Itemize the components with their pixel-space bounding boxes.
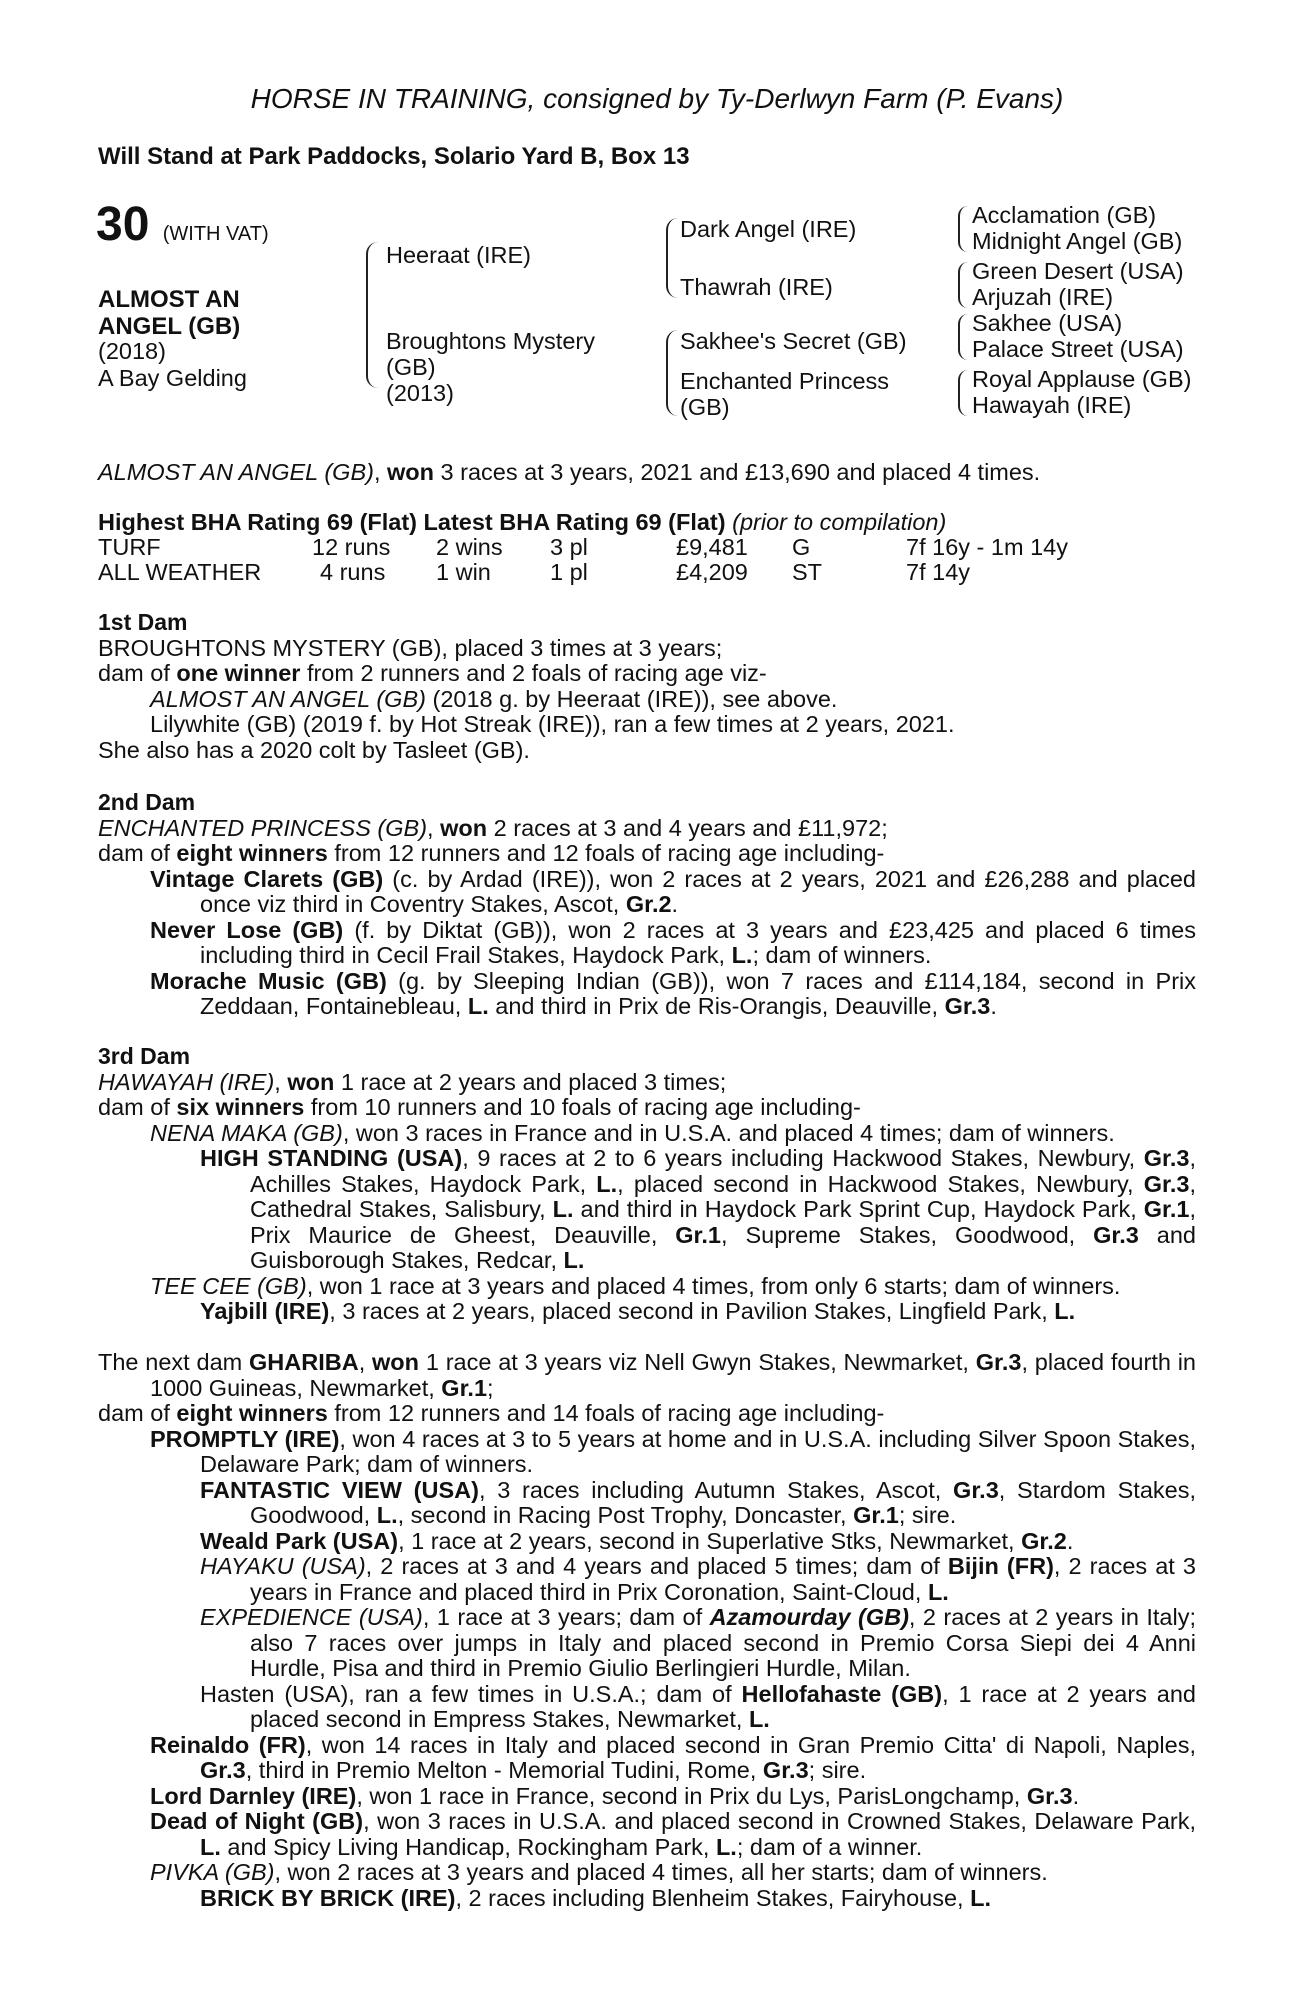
pedigree-dam-dam-name: Enchanted Princess <box>680 368 890 394</box>
next-dam-section <box>98 1350 1196 1911</box>
lot-number-block <box>96 200 269 259</box>
text: dam of <box>98 1094 177 1120</box>
grade: Gr.3 <box>1143 1145 1190 1171</box>
text: . <box>671 891 679 917</box>
text: , 3 races including Autumn Stakes, Ascot, <box>478 1476 954 1503</box>
first-dam-heading: 1st Dam <box>98 609 188 635</box>
produce-entry <box>98 687 1196 713</box>
text: from 2 runners and 2 foals of racing age viz- <box>300 660 767 686</box>
pedigree-dds: Royal Applause (GB) <box>972 366 1192 392</box>
grade: Gr.1 <box>1143 1196 1190 1222</box>
text: ; <box>487 1374 494 1401</box>
text: , 1 race at 2 years, second in Superlative Stks, Newmarket, <box>398 1527 1022 1554</box>
produce-detail: (2018 g. by Heeraat (IRE)), see above. <box>425 685 838 712</box>
summary-won: won <box>387 459 435 485</box>
text: dam of <box>98 840 177 866</box>
first-dam-line: BROUGHTONS MYSTERY (GB), placed 3 times at 3 years; <box>98 634 723 661</box>
text: , placed fourth in 1000 Guineas, Newmarket, <box>150 1349 1197 1401</box>
grade: L. <box>715 1833 737 1860</box>
pedigree-dam <box>386 328 595 406</box>
rating-placed: 1 pl <box>550 559 588 585</box>
text: , won 2 races at 3 years and placed 4 times, all her starts; dam of winners. <box>274 1859 1048 1885</box>
dam-name: ENCHANTED PRINCESS (GB) <box>98 814 428 841</box>
stand-location: Will Stand at Park Paddocks, Solario Yard B, Box 13 <box>98 143 690 170</box>
text: from 12 runners and 14 foals of racing age including- <box>327 1400 885 1426</box>
grade: Gr.3 <box>1093 1221 1139 1248</box>
text: , Achilles Stakes, Haydock Park, <box>250 1145 1196 1197</box>
produce-entry <box>150 969 1196 1020</box>
text: , won 3 races in U.S.A. and placed second in Crowned Stakes, Delaware Park, <box>363 1808 1196 1834</box>
produce-name: Hellofahaste (GB) <box>741 1680 943 1707</box>
pedigree-dam-dam <box>680 368 889 420</box>
text: , <box>427 814 441 841</box>
produce-entry <box>150 867 1196 918</box>
rating-going: ST <box>792 559 823 585</box>
text: Hasten (USA), ran a few times in U.S.A.; dam of <box>200 1680 742 1707</box>
produce-name: ALMOST AN ANGEL (GB) <box>150 685 426 712</box>
text: and third in Haydock Park Sprint Cup, Haydock Park, <box>573 1196 1144 1222</box>
text: , 9 races at 2 to 6 years including Hackwood Stakes, Newbury, <box>462 1145 1144 1171</box>
pedigree-dam-year: (2013) <box>386 380 454 406</box>
pedigree-ssd: Midnight Angel (GB) <box>972 228 1183 254</box>
produce-name: TEE CEE (GB) <box>150 1272 307 1299</box>
produce-entry <box>150 918 1196 969</box>
third-dam-section <box>98 1044 1196 1325</box>
produce-name: PROMPTLY (IRE) <box>150 1425 340 1452</box>
pedigree-dss: Sakhee (USA) <box>972 310 1123 336</box>
produce-name: NENA MAKA (GB) <box>150 1119 343 1146</box>
text: and Spicy Living Handicap, Rockingham Park, <box>220 1833 716 1860</box>
grade: Gr.3 <box>200 1757 246 1783</box>
pedigree-dsd: Palace Street (USA) <box>972 336 1184 362</box>
produce-entry <box>200 1299 1196 1325</box>
dam-name: HAWAYAH (IRE) <box>98 1068 275 1095</box>
second-dam-heading: 2nd Dam <box>98 789 196 815</box>
grade: Gr.3 <box>1143 1170 1190 1197</box>
pedigree-dam-country: (GB) <box>386 354 436 380</box>
text: and Guisborough Stakes, Redcar, <box>250 1221 1196 1273</box>
consignment-title: HORSE IN TRAINING, consigned by Ty-Derlwyn Farm (P. Evans) <box>250 83 1064 114</box>
text: . <box>1066 1527 1074 1554</box>
text: , won 3 races in France and in U.S.A. and placed 4 times; dam of winners. <box>342 1119 1115 1146</box>
horse-name-line2: ANGEL (GB) <box>98 313 241 340</box>
pedigree-dam-sire: Sakhee's Secret (GB) <box>680 328 907 354</box>
text: from 10 runners and 10 foals of racing age including- <box>304 1094 861 1120</box>
pedigree-dam-dam-country: (GB) <box>680 394 730 420</box>
lot-number: 30 <box>96 198 150 251</box>
pedigree-sdd: Arjuzah (IRE) <box>972 284 1114 310</box>
grade: Gr.1 <box>853 1502 899 1528</box>
brace-g3-1 <box>958 206 968 252</box>
summary-horse-name: ALMOST AN ANGEL (GB) <box>98 459 374 485</box>
text: , won 1 race in France, second in Prix du Lys, ParisLongchamp, <box>356 1782 1027 1809</box>
text: , 1 race at 3 years; dam of <box>422 1604 710 1630</box>
text: , won 1 race at 3 years and placed 4 times, from only 6 starts; dam of winners. <box>306 1272 1121 1299</box>
won-word: won <box>287 1068 335 1095</box>
produce-name: Bijin (FR) <box>947 1553 1054 1579</box>
grade: L. <box>376 1502 398 1528</box>
winner-count: eight winners <box>176 1400 328 1426</box>
text: . <box>990 993 997 1019</box>
text: dam of <box>98 1400 177 1426</box>
produce-entry <box>150 1860 1196 1886</box>
pedigree-sire-dam: Thawrah (IRE) <box>680 274 833 300</box>
produce-name: Weald Park (USA) <box>200 1527 399 1554</box>
produce-name: HIGH STANDING (USA) <box>200 1145 463 1171</box>
text: , Supreme Stakes, Goodwood, <box>721 1221 1094 1248</box>
second-dam-line <box>98 816 1196 842</box>
produce-entry <box>150 1809 1196 1860</box>
horse-name-line1: ALMOST AN <box>98 286 240 313</box>
next-dam-line <box>98 1350 1196 1401</box>
rating-prize: £4,209 <box>676 559 748 585</box>
brace-dam-line <box>666 330 678 416</box>
text: ; dam of winners. <box>752 942 932 968</box>
brace-g3-2 <box>958 262 968 308</box>
produce-name: Dead of Night (GB) <box>150 1808 364 1834</box>
produce-name: FANTASTIC VIEW (USA) <box>200 1476 479 1503</box>
pedigree-dam-name: Broughtons Mystery <box>386 328 595 354</box>
third-dam-line <box>98 1070 1196 1096</box>
text: , Stardom Stakes, Goodwood, <box>250 1476 1196 1528</box>
vat-label: (WITH VAT) <box>162 223 269 245</box>
won-word: won <box>372 1349 420 1375</box>
rating-runs: 12 runs <box>312 534 391 560</box>
winner-count: one winner <box>176 660 301 686</box>
grade: Gr.3 <box>953 1476 999 1503</box>
produce-name: BRICK BY BRICK (IRE) <box>200 1884 456 1911</box>
produce-entry <box>200 1529 1196 1555</box>
brace-sire-line <box>666 218 678 298</box>
text: . <box>1072 1782 1080 1809</box>
rating-prize: £9,481 <box>676 534 748 560</box>
grade: L. <box>748 1706 770 1732</box>
horse-description: A Bay Gelding <box>98 365 247 391</box>
text: ; sire. <box>808 1757 867 1783</box>
grade: L. <box>596 1170 618 1197</box>
next-dam-produce-line <box>98 1401 1196 1427</box>
text: and third in Prix de Ris-Orangis, Deauville, <box>488 993 945 1019</box>
text: (c. by Ardad (IRE)), won 2 races at 2 years, 2021 and £26,288 and placed once viz third in Coventry Stakes, Ascot, <box>200 865 1197 917</box>
text: , third in Premio Melton - Memorial Tudini, Rome, <box>245 1757 763 1783</box>
produce-entry <box>200 1478 1196 1529</box>
produce-name: Azamourday (GB) <box>709 1604 909 1630</box>
text: The next dam <box>98 1349 250 1375</box>
text: ; sire. <box>898 1502 957 1528</box>
grade: L. <box>552 1196 574 1222</box>
grade: Gr.3 <box>944 993 991 1019</box>
third-dam-produce-line <box>98 1095 1196 1121</box>
text: (f. by Diktat (GB)), won 2 races at 3 years and £23,425 and placed 6 times including third in Cecil Frail Stakes, Haydock Park, <box>200 916 1196 968</box>
produce-entry <box>200 1554 1196 1605</box>
second-dam-produce-line <box>98 841 1196 867</box>
produce-entry: Lilywhite (GB) (2019 f. by Hot Streak (IRE)), ran a few times at 2 years, 2021. <box>150 711 955 737</box>
rating-wins: 2 wins <box>436 534 503 560</box>
won-word: won <box>440 814 488 841</box>
rating-surface: ALL WEATHER <box>98 559 262 585</box>
text: ; dam of a winner. <box>736 1833 923 1860</box>
produce-name: Reinaldo (FR) <box>150 1731 306 1758</box>
produce-entry <box>200 1605 1196 1682</box>
text: , 3 races at 2 years, placed second in Pavilion Stakes, Lingfield Park, <box>329 1298 1055 1324</box>
produce-name: PIVKA (GB) <box>150 1859 275 1885</box>
winner-count: six winners <box>176 1094 305 1120</box>
text: , Prix Maurice de Gheest, Deauville, <box>250 1196 1196 1248</box>
pedigree-sire: Heeraat (IRE) <box>386 242 531 268</box>
text: (g. by Sleeping Indian (GB)), won 7 races and £114,184, second in Prix Zeddaan, Fontainebleau, <box>200 967 1196 1019</box>
produce-name: EXPEDIENCE (USA) <box>200 1604 423 1630</box>
text: , <box>274 1068 288 1095</box>
brace-gen1 <box>366 242 378 388</box>
text: 1 race at 2 years and placed 3 times; <box>334 1068 727 1095</box>
text: 1 race at 3 years viz Nell Gwyn Stakes, Newmarket, <box>419 1349 976 1375</box>
grade: Gr.3 <box>762 1757 809 1783</box>
rating-wins: 1 win <box>436 559 491 585</box>
produce-entry <box>150 1733 1196 1784</box>
rating-distance: 7f 16y - 1m 14y <box>906 534 1068 560</box>
text: , 1 race at 2 years and placed second in Empress Stakes, Newmarket, <box>250 1680 1196 1732</box>
grade: L. <box>731 942 753 968</box>
first-dam-produce-line <box>98 661 1196 687</box>
foaling-year: (2018) <box>98 338 166 364</box>
grade: Gr.2 <box>625 891 672 917</box>
text: , Cathedral Stakes, Salisbury, <box>250 1170 1196 1222</box>
pedigree-ddd: Hawayah (IRE) <box>972 392 1132 418</box>
grade: L. <box>563 1247 585 1273</box>
text: , 2 races at 3 years in France and placed third in Prix Coronation, Saint-Cloud, <box>250 1553 1196 1605</box>
grade: Gr.3 <box>975 1349 1022 1375</box>
grade: L. <box>970 1884 992 1911</box>
grade: L. <box>1054 1298 1076 1324</box>
grade: Gr.2 <box>1021 1527 1067 1554</box>
first-dam-section <box>98 610 1196 763</box>
rating-runs: 4 runs <box>320 559 386 585</box>
text: 2 races at 3 and 4 years and £11,972; <box>487 814 888 841</box>
text: from 12 runners and 12 foals of racing age including- <box>327 840 885 866</box>
grade: Gr.1 <box>441 1374 488 1401</box>
first-dam-note: She also has a 2020 colt by Tasleet (GB). <box>98 736 530 763</box>
pedigree-sds: Green Desert (USA) <box>972 258 1184 284</box>
grade: Gr.3 <box>1026 1782 1073 1809</box>
horse-details <box>98 338 247 392</box>
produce-name: Never Lose (GB) <box>150 916 344 943</box>
produce-entry <box>200 1146 1196 1274</box>
winner-count: eight winners <box>176 840 328 866</box>
grade: L. <box>467 993 489 1019</box>
text: , 2 races at 3 and 4 years and placed 5 times; dam of <box>365 1553 948 1579</box>
text: , won 14 races in Italy and placed second in Gran Premio Citta' di Napoli, Naples, <box>305 1731 1196 1758</box>
text: , second in Racing Post Trophy, Doncaster, <box>397 1502 854 1528</box>
produce-entry <box>150 1784 1196 1810</box>
produce-name: Lord Darnley (IRE) <box>150 1782 357 1809</box>
produce-name: Yajbill (IRE) <box>200 1298 330 1324</box>
rating-note: (prior to compilation) <box>732 509 947 535</box>
rating-distance: 7f 14y <box>906 559 971 585</box>
bha-rating <box>98 510 1196 536</box>
dam-name: GHARIBA <box>249 1349 359 1375</box>
produce-entry <box>200 1886 1196 1912</box>
rating-label: Highest BHA Rating 69 (Flat) Latest BHA Rating 69 (Flat) <box>98 509 726 535</box>
horse-name <box>98 286 240 340</box>
text: , 2 races including Blenheim Stakes, Fairyhouse, <box>455 1884 971 1911</box>
produce-name: HAYAKU (USA) <box>200 1553 366 1579</box>
text: , <box>358 1349 373 1375</box>
rating-surface: TURF <box>98 534 161 560</box>
text: , won 4 races at 3 to 5 years at home and in U.S.A. including Silver Spoon Stakes, Delaware Park; dam of winners. <box>200 1425 1196 1477</box>
race-summary: ALMOST AN ANGEL (GB), won 3 races at 3 years, 2021 and £13,690 and placed 4 times. <box>98 459 1041 485</box>
grade: Gr.1 <box>675 1221 721 1248</box>
brace-g3-4 <box>958 370 968 416</box>
rating-placed: 3 pl <box>550 534 588 560</box>
pedigree-sss: Acclamation (GB) <box>972 202 1157 228</box>
produce-name: Morache Music (GB) <box>150 967 387 994</box>
produce-entry <box>150 1274 1196 1300</box>
grade: L. <box>200 1833 221 1860</box>
produce-name: Vintage Clarets (GB) <box>150 865 384 892</box>
summary-rest: 3 races at 3 years, 2021 and £13,690 and placed 4 times. <box>434 459 1041 485</box>
brace-g3-3 <box>958 314 968 360</box>
produce-entry <box>150 1121 1196 1147</box>
second-dam-section <box>98 790 1196 1020</box>
produce-entry <box>200 1682 1196 1733</box>
pedigree-sire-sire: Dark Angel (IRE) <box>680 216 857 242</box>
rating-going: G <box>792 534 811 560</box>
grade: L. <box>927 1578 949 1605</box>
produce-entry <box>150 1427 1196 1478</box>
text: , 2 races at 2 years in Italy; also 7 races over jumps in Italy and placed second in Premio Corsa Siepi dei 4 Anni Hurdle, Pisa and third in Premio Giulio Berlingieri Hurdle, Milan. <box>250 1604 1196 1681</box>
text: , placed second in Hackwood Stakes, Newbury, <box>617 1170 1144 1197</box>
third-dam-heading: 3rd Dam <box>98 1043 191 1069</box>
text: dam of <box>98 660 177 686</box>
